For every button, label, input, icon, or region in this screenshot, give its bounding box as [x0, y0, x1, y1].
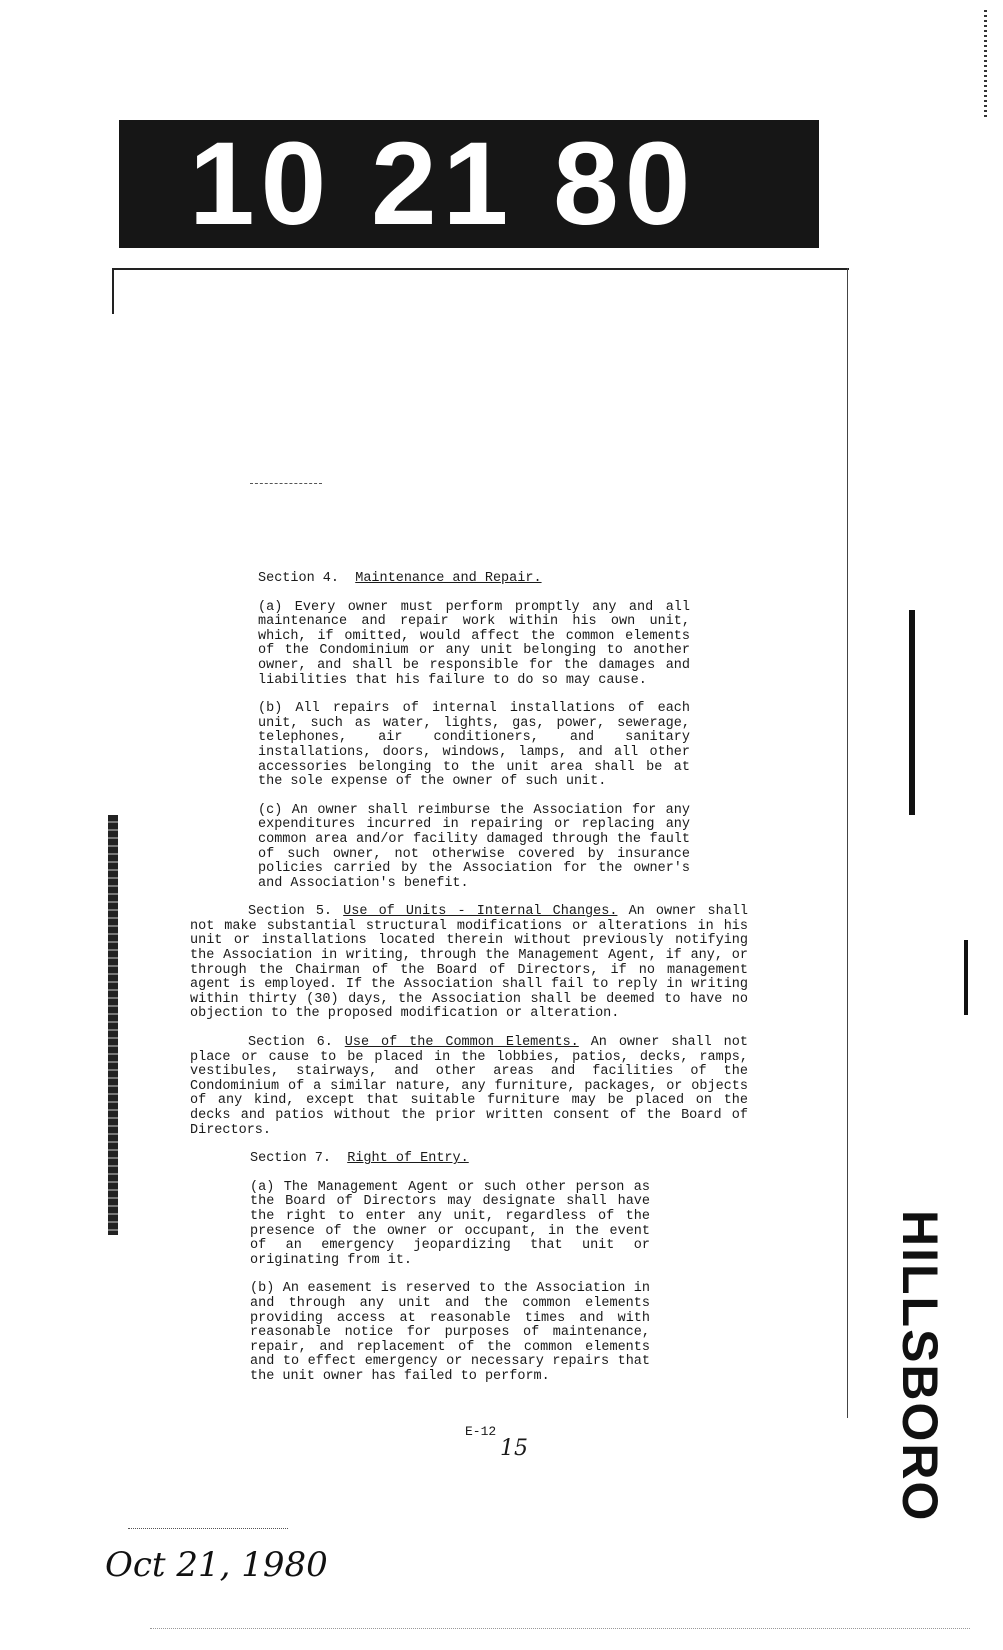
section-5-body: An owner shall not make substantial structural modifications or alterations in his unit or installations located therein without previously notifying the Association in writing, through the Management Agent, if any, or through the Chairman of the Board of Directors, if no management agent is employed. If the Association shall fail to reply in writing within thirty (30) days, the Association shall be deemed to have no objection to the proposed modification or alteration.: [190, 904, 749, 1022]
date-stamp-text: 10 21 80: [189, 118, 697, 250]
section-5: [190, 905, 775, 1022]
frame-border-top: [112, 268, 849, 270]
section-6-body: An owner shall not place or cause to be placed in the lobbies, patios, decks, ramps, vestibules, stairways, and other areas and facilities of the Condominium of a similar nature, any furniture, packages, or objects of any kind, except that suitable furniture may be placed on the decks and patios without the prior written consent of the Board of Directors.: [190, 1035, 748, 1138]
section-5-label: Section 5.: [248, 904, 333, 920]
scan-dash-mark: [250, 483, 322, 484]
page-code: E-12: [465, 1424, 497, 1439]
section-6: [190, 1036, 775, 1138]
section-7-label: Section 7.: [250, 1151, 332, 1167]
section-7-heading: [190, 1152, 775, 1167]
frame-border-right: [847, 268, 848, 1418]
section-7-title: Right of Entry.: [347, 1151, 469, 1167]
section-5-title: Use of Units - Internal Changes.: [343, 904, 618, 920]
scan-bar-right-small: [964, 940, 968, 1015]
scan-bottom-edge: [150, 1628, 970, 1629]
section-6-label: Section 6.: [248, 1035, 333, 1051]
section-4-heading: [190, 572, 775, 587]
document-body: [190, 572, 775, 1385]
section-4-para-a: (a) Every owner must perform promptly any and all maintenance and repair work within his own unit, which, if omitted, would affect the common elements of the Condominium or any unit belonging to another owner, and shall be responsible for the damages and liabilities that his failure to do so may cause.: [258, 599, 690, 688]
margin-ticks: [984, 10, 987, 120]
section-6-title: Use of the Common Elements.: [344, 1035, 579, 1051]
handwritten-date: Oct 21, 1980: [105, 1545, 328, 1585]
recorder-stamp-text: HILLSBORO: [892, 1210, 948, 1523]
section-4-title: Maintenance and Repair.: [355, 571, 542, 586]
section-7-para-b: (b) An easement is reserved to the Association in and through any unit and the common elements providing access at reasonable times and with reasonable notice for purposes of maintenance, repair, and replacement of the common elements and to effect emergency or necessary repairs that the unit owner has failed to perform.: [250, 1281, 650, 1384]
handwritten-page-number: 15: [500, 1436, 528, 1461]
scan-bar-right: [909, 610, 915, 815]
date-stamp-banner: [119, 120, 819, 248]
scan-margin-bar: [108, 815, 118, 1235]
signature-line: [128, 1528, 288, 1529]
section-4-para-b: (b) All repairs of internal installations of each unit, such as water, lights, gas, power, sewerage, telephones, air conditioners, and sanitary installations, doors, windows, lamps, and all other accessories belonging to the unit area shall be at the sole expense of the owner of such unit.: [258, 701, 690, 790]
section-4-label: Section 4.: [258, 571, 340, 586]
frame-border-left: [112, 268, 114, 314]
recorder-stamp: [892, 1210, 975, 1523]
section-4-para-c: (c) An owner shall reimburse the Association for any expenditures incurred in repairing or replacing any common area and/or facility damaged through the fault of such owner, not otherwise covered by insurance policies carried by the Association for the owner's and Association's benefit.: [258, 802, 690, 891]
section-7-para-a: (a) The Management Agent or such other person as the Board of Directors may designate shall have the right to enter any unit, regardless of the presence of the owner or occupant, in the event of an emergency jeopardizing that unit or originating from it.: [250, 1179, 650, 1268]
